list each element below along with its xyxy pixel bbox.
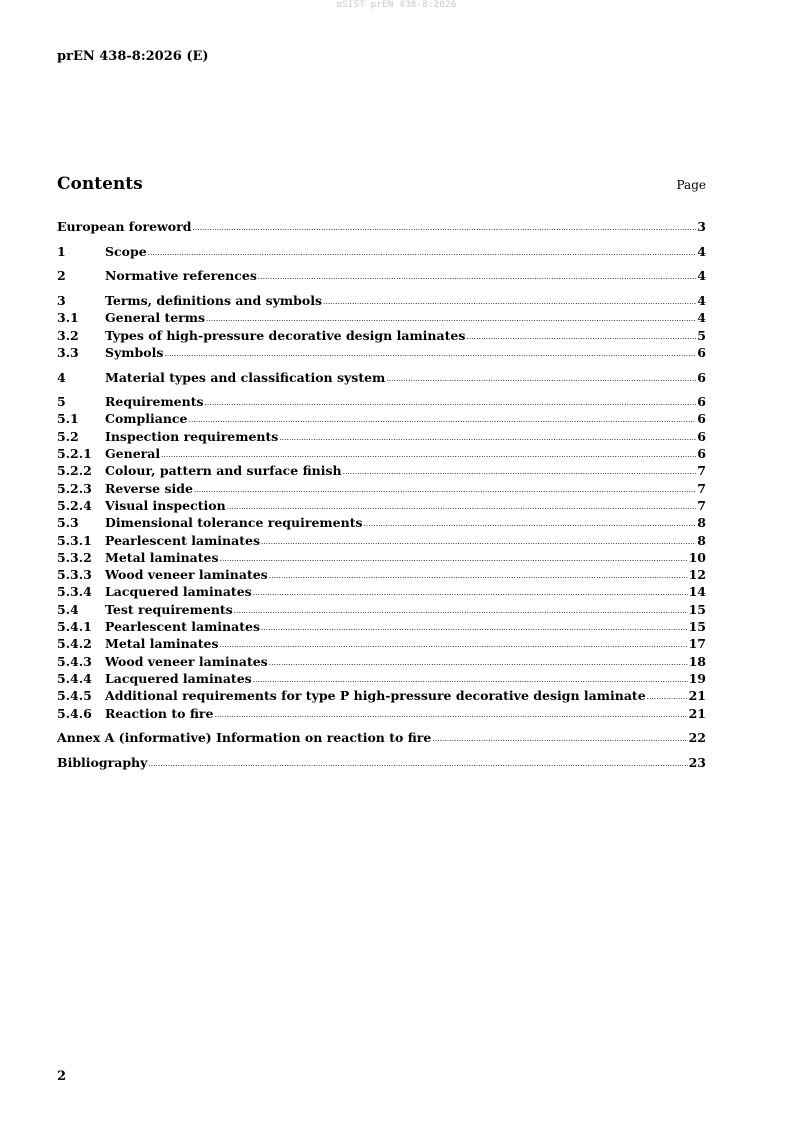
toc-entry[interactable]	[57, 426, 706, 443]
toc-entry-page: 4	[697, 310, 706, 326]
toc-entry-title: Wood veneer laminates	[105, 567, 268, 583]
toc-entry-title: General	[105, 446, 161, 462]
toc-entry-page: 21	[688, 688, 706, 704]
toc-entry-title: Inspection requirements	[105, 428, 279, 444]
toc-entry-title: Scope	[105, 243, 147, 259]
toc-entry-title: European foreword	[57, 219, 192, 235]
toc-entry[interactable]	[57, 565, 706, 582]
toc-entry-title: Terms, definitions and symbols	[105, 293, 322, 309]
toc-leader-dots	[189, 416, 697, 426]
toc-entry-title: Types of high-pressure decorative design laminates	[105, 327, 466, 343]
toc-entry-title: Dimensional tolerance requirements	[105, 515, 363, 531]
toc-entry-page: 6	[697, 344, 706, 360]
contents-heading: Contents	[57, 174, 143, 194]
toc-entry-number: 5.3	[57, 515, 79, 531]
toc-leader-dots	[269, 572, 688, 582]
toc-leader-dots	[269, 659, 688, 669]
toc-entry-page: 5	[697, 327, 706, 343]
toc-entry-page: 21	[688, 705, 706, 721]
toc-entry-title: Pearlescent laminates	[105, 532, 260, 548]
toc-entry[interactable]	[57, 444, 706, 461]
toc-entry-page: 17	[688, 636, 706, 652]
toc-leader-dots	[164, 350, 696, 360]
toc-entry[interactable]	[57, 291, 706, 308]
toc-leader-dots	[253, 676, 688, 686]
toc-leader-dots	[192, 224, 696, 234]
toc-entry-page: 12	[688, 567, 706, 583]
toc-entry-page: 15	[688, 601, 706, 617]
toc-entry-number: 5.2.4	[57, 497, 92, 513]
toc-entry-page: 14	[688, 584, 706, 600]
toc-entry-title: Symbols	[105, 344, 164, 360]
toc-entry[interactable]	[57, 686, 706, 703]
toc-leader-dots	[343, 468, 697, 478]
toc-entry[interactable]	[57, 343, 706, 360]
toc-entry[interactable]	[57, 325, 706, 342]
toc-entry-number: 5.4.2	[57, 636, 92, 652]
toc-entry[interactable]	[57, 651, 706, 668]
toc-entry[interactable]	[57, 669, 706, 686]
toc-entry-page: 7	[697, 463, 706, 479]
toc-entry-number: 5.2.3	[57, 480, 92, 496]
toc-entry-number: 4	[57, 369, 66, 385]
toc-leader-dots	[161, 451, 696, 461]
page-number: 2	[57, 1069, 67, 1084]
toc-entry-title: Colour, pattern and surface finish	[105, 463, 342, 479]
toc-leader-dots	[148, 249, 697, 259]
toc-entry[interactable]	[57, 496, 706, 513]
toc-entry-page: 8	[697, 532, 706, 548]
watermark: oSIST prEN 438-8:2026	[336, 0, 457, 10]
toc-entry[interactable]	[57, 599, 706, 616]
toc-entry[interactable]	[57, 217, 706, 234]
toc-leader-dots	[220, 641, 688, 651]
toc-leader-dots	[194, 486, 696, 496]
toc-entry-number: 5.2.2	[57, 463, 92, 479]
toc-entry[interactable]	[57, 548, 706, 565]
toc-entry[interactable]	[57, 266, 706, 283]
toc-entry-page: 19	[688, 670, 706, 686]
toc-leader-dots	[234, 607, 688, 617]
toc-entry-number: 5.1	[57, 411, 79, 427]
toc-entry-number: 1	[57, 243, 66, 259]
page-column-heading: Page	[676, 178, 706, 192]
toc-leader-dots	[205, 399, 697, 409]
toc-entry-title: Additional requirements for type P high-pressure decorative design laminate	[105, 688, 646, 704]
toc-entry-number: 5.3.2	[57, 549, 92, 565]
toc-entry-number: 5.4.6	[57, 705, 92, 721]
toc-entry-number: 5.4.5	[57, 688, 92, 704]
toc-entry-number: 5.2	[57, 428, 79, 444]
toc-entry[interactable]	[57, 530, 706, 547]
toc-leader-dots	[386, 375, 696, 385]
toc-leader-dots	[279, 434, 696, 444]
toc-entry-page: 4	[697, 268, 706, 284]
toc-entry-title: Reverse side	[105, 480, 193, 496]
toc-leader-dots	[258, 273, 696, 283]
toc-entry-title: Reaction to fire	[105, 705, 214, 721]
toc-entry-title: Annex A (informative) Information on reaction to fire	[57, 730, 432, 746]
toc-entry-title: Bibliography	[57, 754, 148, 770]
toc-entry-title: Lacquered laminates	[105, 584, 252, 600]
toc-entry-page: 7	[697, 480, 706, 496]
table-of-contents	[57, 217, 706, 770]
toc-entry-title: Requirements	[105, 394, 204, 410]
toc-leader-dots	[432, 735, 687, 745]
toc-leader-dots	[261, 538, 696, 548]
toc-entry-title: Compliance	[105, 411, 188, 427]
toc-leader-dots	[253, 589, 688, 599]
toc-entry-number: 5.3.3	[57, 567, 92, 583]
toc-entry-number: 3.3	[57, 344, 79, 360]
toc-entry-title: Metal laminates	[105, 549, 219, 565]
toc-entry[interactable]	[57, 461, 706, 478]
toc-entry-page: 6	[697, 411, 706, 427]
document-id: prEN 438-8:2026 (E)	[57, 49, 209, 64]
toc-leader-dots	[647, 693, 688, 703]
toc-entry[interactable]	[57, 392, 706, 409]
toc-entry-page: 4	[697, 293, 706, 309]
toc-entry-number: 2	[57, 268, 66, 284]
toc-entry-page: 10	[688, 549, 706, 565]
toc-entry-page: 15	[688, 619, 706, 635]
toc-entry-number: 5.3.4	[57, 584, 92, 600]
toc-entry-page: 3	[697, 219, 706, 235]
toc-leader-dots	[261, 624, 688, 634]
toc-entry-title: Wood veneer laminates	[105, 653, 268, 669]
toc-entry[interactable]	[57, 728, 706, 745]
toc-entry[interactable]	[57, 367, 706, 384]
toc-leader-dots	[323, 298, 696, 308]
toc-entry-page: 6	[697, 369, 706, 385]
toc-entry-number: 5	[57, 394, 66, 410]
toc-entry[interactable]	[57, 513, 706, 530]
toc-entry-title: Visual inspection	[105, 497, 226, 513]
toc-entry-page: 6	[697, 446, 706, 462]
toc-entry-number: 5.4.1	[57, 619, 92, 635]
toc-entry-page: 18	[688, 653, 706, 669]
toc-entry-number: 5.4	[57, 601, 79, 617]
toc-entry[interactable]	[57, 703, 706, 720]
toc-leader-dots	[364, 520, 697, 530]
toc-entry[interactable]	[57, 617, 706, 634]
toc-entry-page: 4	[697, 243, 706, 259]
toc-entry[interactable]	[57, 242, 706, 259]
toc-entry-number: 3	[57, 293, 66, 309]
toc-entry-page: 8	[697, 515, 706, 531]
toc-entry-number: 3.2	[57, 327, 79, 343]
toc-leader-dots	[214, 711, 687, 721]
toc-leader-dots	[227, 503, 697, 513]
toc-entry-title: Normative references	[105, 268, 257, 284]
toc-entry[interactable]	[57, 478, 706, 495]
toc-entry[interactable]	[57, 752, 706, 769]
toc-leader-dots	[206, 315, 696, 325]
toc-leader-dots	[220, 555, 688, 565]
toc-entry-number: 5.4.4	[57, 670, 92, 686]
toc-entry-page: 6	[697, 394, 706, 410]
toc-entry-page: 6	[697, 428, 706, 444]
toc-leader-dots	[466, 333, 696, 343]
toc-entry-page: 22	[688, 730, 706, 746]
toc-entry-number: 5.3.1	[57, 532, 92, 548]
toc-entry-number: 3.1	[57, 310, 79, 326]
toc-entry[interactable]	[57, 634, 706, 651]
toc-entry-number: 5.2.1	[57, 446, 92, 462]
toc-leader-dots	[148, 760, 687, 770]
toc-entry-page: 7	[697, 497, 706, 513]
toc-entry-title: Material types and classification system	[105, 369, 386, 385]
toc-entry[interactable]	[57, 308, 706, 325]
toc-entry-number: 5.4.3	[57, 653, 92, 669]
toc-entry-title: Lacquered laminates	[105, 670, 252, 686]
toc-entry-title: Metal laminates	[105, 636, 219, 652]
toc-entry-title: Pearlescent laminates	[105, 619, 260, 635]
toc-entry[interactable]	[57, 582, 706, 599]
toc-entry-page: 23	[688, 754, 706, 770]
toc-entry-title: Test requirements	[105, 601, 233, 617]
toc-entry[interactable]	[57, 409, 706, 426]
toc-entry-title: General terms	[105, 310, 206, 326]
